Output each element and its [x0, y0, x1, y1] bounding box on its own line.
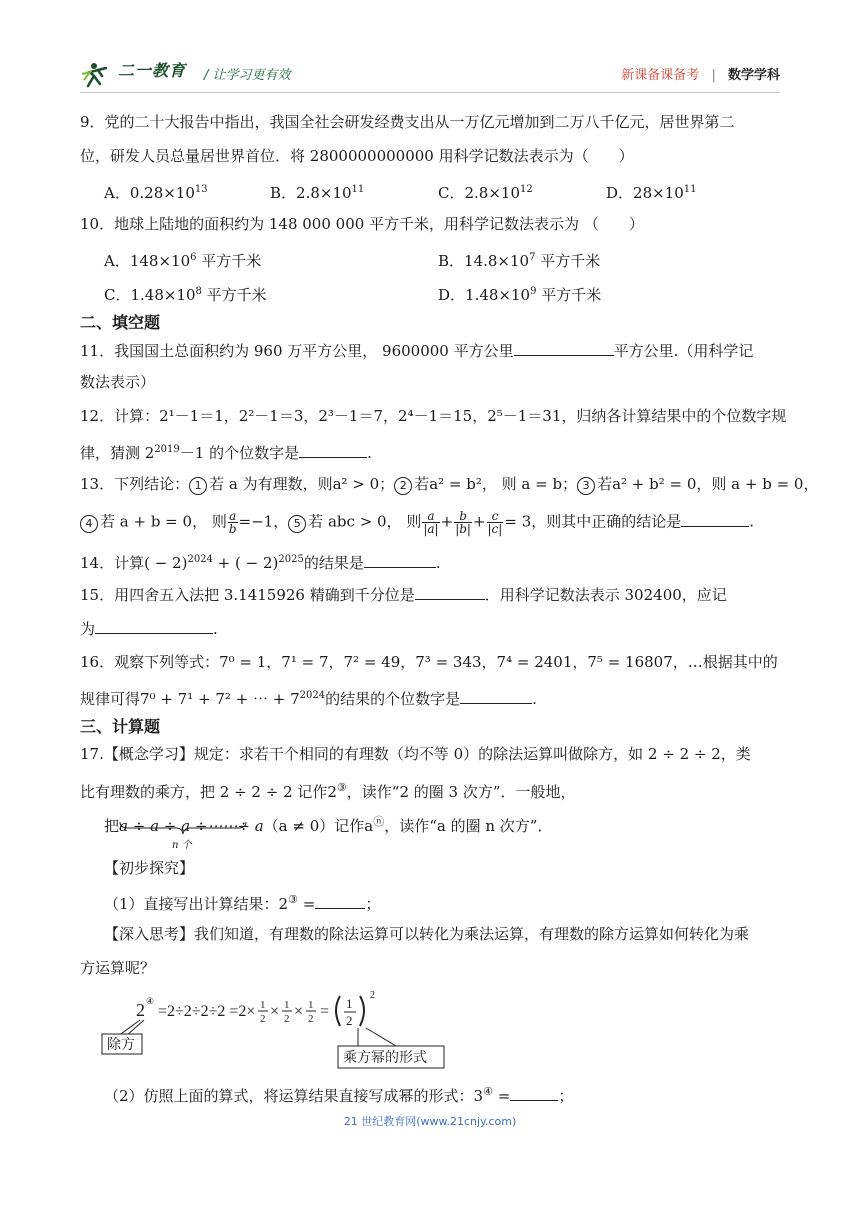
circled-number-5: 5	[288, 515, 306, 533]
q9-option-c: C．$2.8\times 10^{12}$	[438, 184, 533, 202]
q17-part2: （2）仿照上面的算式，将运算结果直接写成幂的形式：3④ = ；	[104, 1085, 574, 1105]
q10-option-c: C．$1.48\times 10^8$ 平方千米	[104, 286, 267, 304]
q13-line1: 13．下列结论： 1 若 a 为有理数，则a² > 0； 2 若a² = b²， 则 a = b； 3 若a² + b² = 0，则 a + b = 0，	[80, 475, 819, 493]
fraction-c-over-abs-c: $\frac{c}{|c|}$	[487, 509, 503, 536]
header-subject-label: 数学学科	[727, 68, 780, 83]
svg-text:=: =	[320, 1003, 330, 1020]
svg-text:×: ×	[270, 1003, 280, 1020]
fraction-a-over-abs-a: $\frac{a}{|a|}$	[423, 509, 439, 536]
q10-line1: 10．地球上陆地的面积约为 148 000 000 平方千米，用科学记数法表示为 （ ）	[80, 215, 644, 233]
svg-text:×: ×	[294, 1003, 304, 1020]
svg-text:2: 2	[308, 1013, 314, 1025]
q17-line3: 把a ÷ a ÷ a ÷⋯⋯÷ a（a ≠ 0）记作aⓝ，读作“a 的圈 n 次方”．	[104, 815, 553, 835]
q10-option-d: D．$1.48\times 10^9$ 平方千米	[438, 286, 602, 304]
svg-text:2: 2	[370, 990, 375, 1001]
svg-text:2: 2	[136, 1000, 145, 1020]
q11-line1: 11．我国国土总面积约为 960 万平方公里， 9600000 平方公里 平方公里.（用科学记	[80, 342, 754, 360]
q9-line1: 9．党的二十大报告中指出，我国全社会研发经费支出从一万亿元增加到二万八千亿元，居世界第二	[80, 113, 735, 131]
q10-option-b: B．$14.8\times 10^7$ 平方千米	[438, 252, 601, 270]
q14-line: 14．计算( − 2)$^{2024}$ + ( − 2)$^{2025}$的结果是 .	[80, 554, 441, 572]
q12-line2: 律，猜测 $2^{2019}-1$ 的个位数字是 .	[80, 444, 372, 462]
header-separator: |	[711, 68, 716, 83]
q9-option-a: A．$0.28\times 10^{13}$	[104, 184, 208, 202]
q17-deep-line2: 方运算呢？	[80, 959, 156, 977]
fraction-a-over-b: $\frac{a}{b}$	[228, 509, 237, 536]
q17-part1-answer-blank[interactable]	[315, 893, 365, 909]
q17-explore-title: 【初步探究】	[104, 859, 195, 877]
svg-text:2: 2	[346, 1013, 353, 1028]
q16-line2: 规律可得7⁰ + 7¹ + 7² + ⋯ + $7^{2024}$的结果的个位数字是 .	[80, 690, 537, 708]
svg-text:1: 1	[308, 999, 314, 1011]
q17-deep-line1: 【深入思考】我们知道，有理数的除法运算可以转化为乘法运算，有理数的除方运算如何转化为乘	[104, 925, 750, 943]
q11-answer-blank[interactable]	[514, 340, 614, 356]
section-fill-in-title: 二、填空题	[80, 313, 161, 332]
q15-line2: 为 .	[80, 620, 218, 638]
circled-number-3: 3	[577, 477, 595, 495]
circled-number-2: 2	[394, 477, 412, 495]
page-header	[80, 54, 780, 94]
diagram-label-division: 除方	[107, 1037, 135, 1053]
section-calculation-title: 三、计算题	[80, 717, 161, 736]
diagram-label-power-form: 乘方幂的形式	[343, 1050, 427, 1066]
q17-line2: 比有理数的乘方，把 2 ÷ 2 ÷ 2 记作2③，读作“2 的圈 3 次方”．一般地，	[80, 781, 576, 801]
q16-answer-blank[interactable]	[460, 688, 532, 704]
svg-text:2: 2	[260, 1013, 266, 1025]
fraction-b-over-abs-b: $\frac{b}{|b|}$	[455, 509, 471, 536]
circled-number-1: 1	[189, 477, 207, 495]
page-footer-link[interactable]: 21 世纪教育网(www.21cnjy.com)	[343, 1115, 517, 1128]
q15-line1: 15．用四舍五入法把 3.1415926 精确到千分位是 ．用科学记数法表示 302400，应记	[80, 586, 727, 604]
q15-answer-blank-1[interactable]	[415, 584, 485, 600]
q13-answer-blank[interactable]	[681, 511, 749, 527]
svg-text:④: ④	[146, 997, 155, 1007]
underbrace-label: n 个	[172, 840, 192, 851]
q16-line1: 16．观察下列等式：7⁰ = 1，7¹ = 7，7² = 49，7³ = 343，7⁴ = 2401，7⁵ = 16807，…根据其中的	[80, 653, 778, 671]
division-power-diagram	[100, 990, 460, 1070]
q12-line1: 12．计算：2¹－1＝1，2²－1＝3，2³－1＝7，2⁴－1＝15，2⁵－1＝31，归纳各计算结果中的个位数字规	[80, 407, 787, 425]
svg-text:1: 1	[346, 996, 353, 1011]
svg-text:1: 1	[284, 999, 290, 1011]
q9-option-b: B．$2.8\times 10^{11}$	[270, 184, 365, 202]
q13-line2: 4 若 a + b = 0， 则 $\frac{a}{b}$ =−1， 5 若 abc > 0， 则 $\frac{a}{|a|}$ + $\frac{b}{|b|}$ + $\frac{c}{|c|}$ = 3，则其中正确的结论是 .	[80, 510, 754, 535]
q9-line2: 位，研发人员总量居世界首位．将 2800000000000 用科学记数法表示为（ ）	[80, 147, 634, 165]
q9-option-d: D．$28\times 10^{11}$	[606, 184, 697, 202]
q15-answer-blank-2[interactable]	[95, 618, 213, 634]
header-divider	[80, 92, 780, 93]
svg-text:=2÷2÷2÷2 =2×: =2÷2÷2÷2 =2×	[158, 1003, 256, 1020]
circled-number-4: 4	[80, 515, 98, 533]
slogan: / 让学习更有效	[204, 68, 291, 83]
svg-text:1: 1	[260, 999, 266, 1011]
q17-part1: （1）直接写出计算结果：2③ = ；	[104, 893, 381, 913]
q10-option-a: A．$148\times 10^6$ 平方千米	[104, 252, 262, 270]
q11-line2: 数法表示）	[80, 373, 156, 391]
logo-text: 二一教育	[118, 61, 187, 80]
q12-answer-blank[interactable]	[299, 442, 367, 458]
q14-answer-blank[interactable]	[364, 552, 436, 568]
q17-line1: 17.【概念学习】规定：求若干个相同的有理数（均不等 0）的除法运算叫做除方，如 2 ÷ 2 ÷ 2，类	[80, 745, 751, 763]
svg-text:2: 2	[284, 1013, 290, 1025]
q17-part2-answer-blank[interactable]	[510, 1085, 558, 1101]
header-right	[621, 64, 780, 83]
header-course-label: 新课备课备考	[621, 68, 700, 83]
